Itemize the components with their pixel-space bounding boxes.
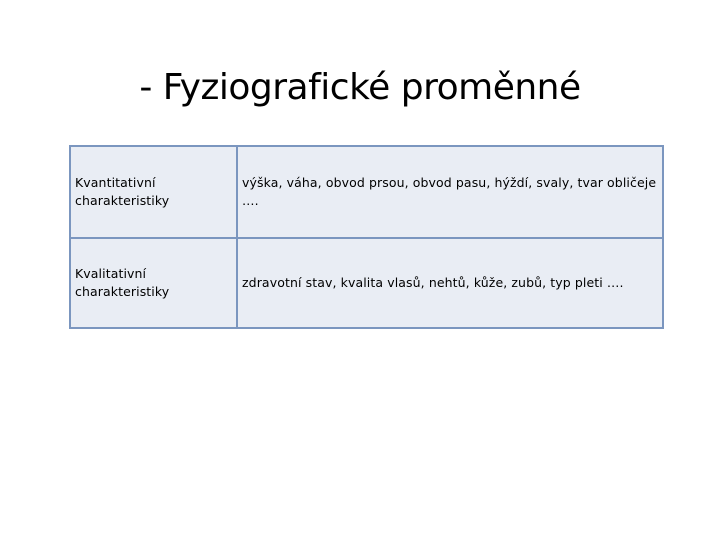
table-row bbox=[70, 238, 663, 328]
row-label-cell bbox=[70, 146, 237, 238]
row-label-cell bbox=[70, 238, 237, 328]
row-value: zdravotní stav, kvalita vlasů, nehtů, kůže, zubů, typ pleti …. bbox=[242, 275, 624, 290]
table-row bbox=[70, 146, 663, 238]
row-label: Kvalitativní charakteristiky bbox=[75, 266, 170, 299]
row-value: výška, váha, obvod prsou, obvod pasu, hýždí, svaly, tvar obličeje …. bbox=[242, 175, 657, 208]
slide-title: - Fyziografické proměnné bbox=[139, 67, 581, 109]
characteristics-table bbox=[69, 145, 664, 329]
row-label: Kvantitativní charakteristiky bbox=[75, 175, 170, 208]
row-value-cell bbox=[237, 238, 663, 328]
row-value-cell bbox=[237, 146, 663, 238]
